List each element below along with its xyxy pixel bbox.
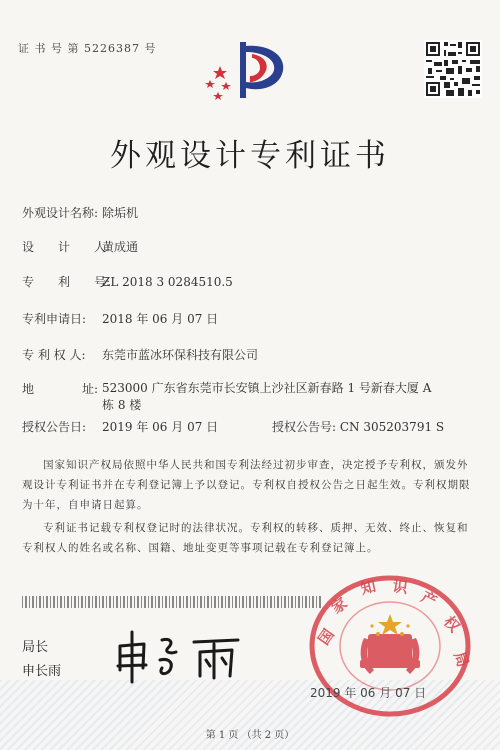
patent-number-row xyxy=(22,273,233,290)
signer-name: 申长雨 xyxy=(22,664,62,679)
svg-text:局: 局 xyxy=(450,649,473,670)
grant-date-value: 2019 年 06 月 07 日 xyxy=(102,420,219,434)
grant-number-value: CN 305203791 S xyxy=(339,420,445,434)
design-name-value: 除垢机 xyxy=(102,206,139,220)
statement-paragraph: 国家知识产权局依照中华人民共和国专利法经过初步审查，决定授予专利权，颁发外观设计专利证书并在专利登记簿上予以登记。专利权自授权公告之日起生效。专利权期限为十年，自申请日起算。 xyxy=(22,459,471,511)
barcode-strip xyxy=(22,596,322,608)
svg-text:知: 知 xyxy=(359,577,378,598)
grant-date-label: 授权公告日: xyxy=(22,420,87,434)
svg-text:家: 家 xyxy=(327,593,351,618)
patentee-row xyxy=(22,346,258,363)
application-date-label: 专利申请日: xyxy=(22,312,87,326)
handwritten-signature xyxy=(110,618,250,688)
design-name-row xyxy=(22,204,138,221)
certificate-number: 证 书 号 第 5226387 号 xyxy=(18,42,157,55)
statement-paragraph: 专利证书记载专利权登记时的法律状况。专利权的转移、质押、无效、终止、恢复和专利权人的姓名或名称、国籍、地址变更等事项记载在专利登记簿上。 xyxy=(22,522,469,554)
svg-text:权: 权 xyxy=(440,612,464,636)
patent-number-value: ZL 2018 3 0284510.5 xyxy=(102,275,233,289)
grant-date-row xyxy=(22,418,218,435)
designer-row xyxy=(22,238,138,255)
svg-text:国: 国 xyxy=(314,625,338,649)
patentee-value: 东莞市蓝冰环保科技有限公司 xyxy=(102,348,259,362)
svg-text:产: 产 xyxy=(418,587,440,611)
patent-office-logo-icon xyxy=(200,38,300,110)
qr-code-icon[interactable] xyxy=(424,40,482,98)
patentee-label: 专 利 权 人: xyxy=(22,348,86,362)
official-seal-icon xyxy=(298,574,478,724)
patent-number-label: 专 利 号: xyxy=(22,275,111,289)
svg-text:识: 识 xyxy=(391,577,409,598)
page-title: 外观设计专利证书 xyxy=(110,138,390,174)
application-date-row xyxy=(22,310,218,327)
grant-number-label: 授权公告号: xyxy=(272,420,337,434)
address-label: 地 址: xyxy=(22,382,99,396)
grant-number-row xyxy=(272,418,444,435)
address-row xyxy=(22,380,432,414)
designer-value: 黄成通 xyxy=(102,240,139,254)
signer-role: 局长 xyxy=(22,640,49,655)
seal-date: 2019 年 06 月 07 日 xyxy=(310,686,427,700)
designer-label: 设 计 人: xyxy=(22,240,111,254)
application-date-value: 2018 年 06 月 07 日 xyxy=(102,312,219,326)
address-value: 523000 广东省东莞市长安镇上沙社区新春路 1 号新春大厦 A 栋 8 楼 xyxy=(102,381,432,412)
page-number: 第 1 页 （共 2 页） xyxy=(205,730,295,741)
design-name-label: 外观设计名称: xyxy=(22,206,99,220)
